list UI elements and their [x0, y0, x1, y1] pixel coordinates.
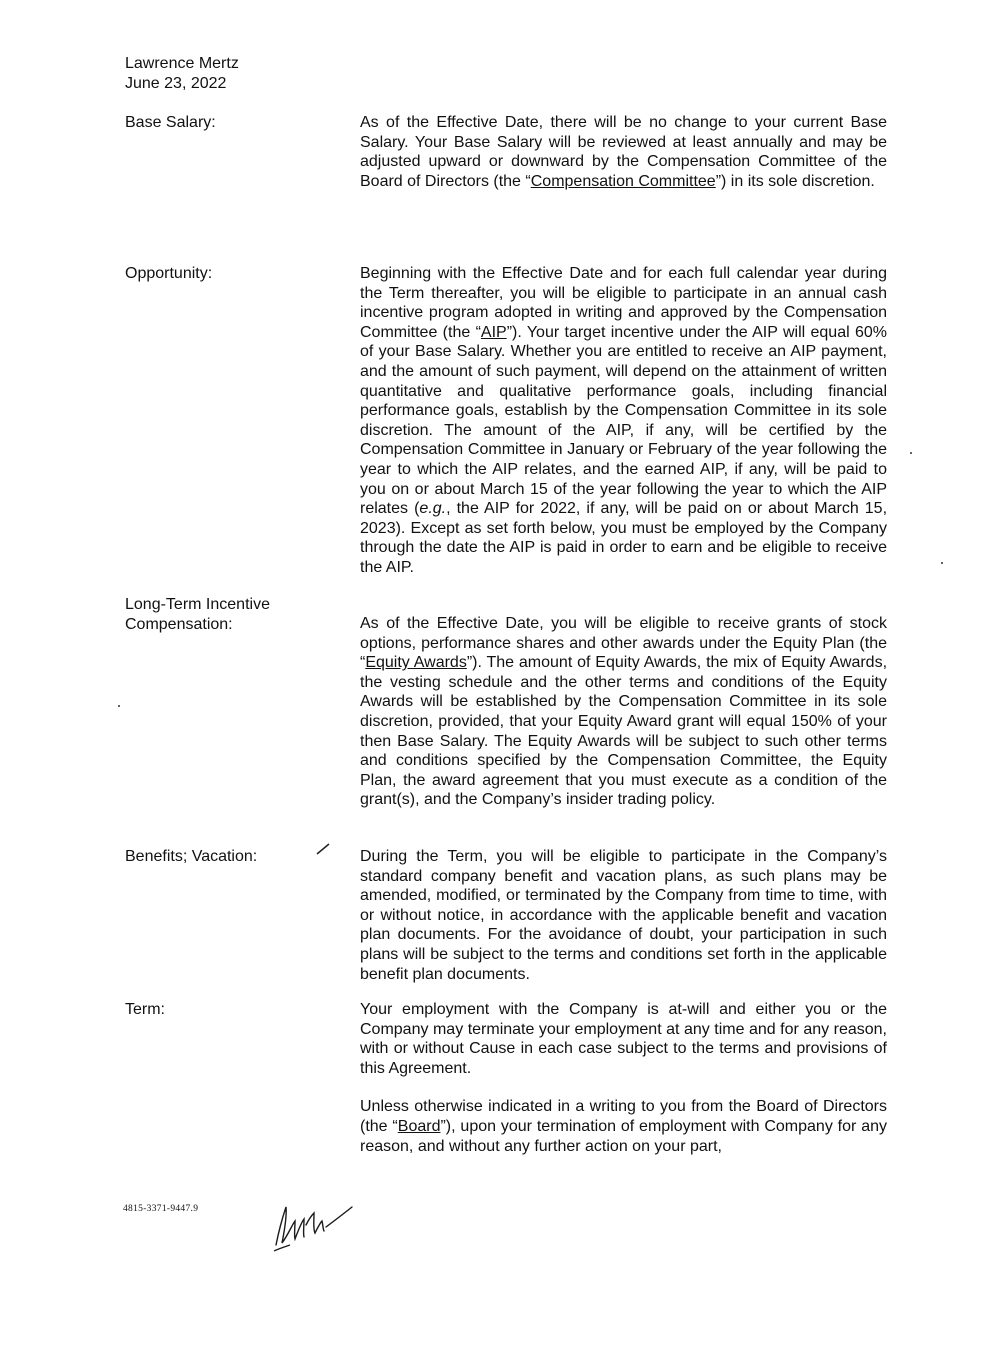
text-run: ”). Your target incentive under the AIP will equal 60% of your Base Salary. Whether you are entitled to receive an AIP payment, and the amount of such payment, will depend on the attainment of written quantitative and qualitative performance goals, including financial performance goals, establish by the Compensation Committee in its sole discretion. The amount of the AIP, if any, will be certified by the Compensation Committee in January or February of the year following the year to which the AIP relates, and the earned AIP, if any, will be paid to you on or about March 15 of the year following the year to which the AIP relates ( [360, 323, 887, 518]
text-run: During the Term, you will be eligible to participate in the Company’s standard company benefit and vacation plans, as such plans may be amended, modified, or terminated by the Company from time to time, with or without notice, in accordance with the applicable benefit and vacation plan documents. For the avoidance of doubt, your participation in such plans will be subject to the terms and conditions set forth in the applicable benefit plan documents. [360, 848, 887, 983]
italic-term: e.g. [419, 500, 447, 518]
text-run: ”) in its sole discretion. [715, 172, 875, 190]
defined-term: Compensation Committee [530, 172, 716, 190]
section-body [360, 614, 887, 810]
initials-signature [268, 1195, 358, 1257]
section-label [125, 595, 350, 634]
scan-speck [941, 562, 943, 564]
section-label-line: Long-Term Incentive [125, 596, 270, 613]
text-run: , the AIP for 2022, if any, will be paid on or about March 15, 2023). Except as set forth below, you must be employed by the Company through the date the AIP is paid in order to earn and be eligible to receive the AIP. [360, 500, 888, 576]
text-run: Unless otherwise indicated in a writing to you from the Board of Directors (the “ [360, 1098, 887, 1135]
letter-date: June 23, 2022 [125, 75, 227, 92]
section-body [360, 847, 887, 984]
section-body [360, 264, 887, 578]
text-run: ”). The amount of Equity Awards, the mix of Equity Awards, the vesting schedule and the other terms and conditions of the Equity Awards will be established by the Compensation Committee in its sole discretion, provided, that your Equity Award grant will equal 150% of your then Base Salary. The Equity Awards will be subject to such other terms and conditions specified by the Compensation Committee, the Equity Plan, the award agreement that you must execute as a condition of the grant(s), and the Company’s insider trading policy. [360, 654, 888, 809]
section-label: Opportunity: [125, 265, 213, 282]
scan-speck [910, 452, 912, 454]
defined-term: AIP [480, 323, 507, 341]
defined-term: Board [397, 1117, 441, 1135]
document-id: 4815-3371-9447.9 [123, 1204, 199, 1214]
section-label: Base Salary: [125, 114, 216, 131]
text-run: Beginning with the Effective Date and for each full calendar year during the Term thereafter, you will be eligible to participate in an annual cash incentive program adopted in writing and approved by the Compensation Committee (the “ [360, 265, 887, 341]
section-label: Term: [125, 1001, 165, 1018]
letter-header [125, 54, 239, 94]
recipient-name: Lawrence Mertz [125, 55, 239, 72]
section-label: Benefits; Vacation: [125, 848, 258, 865]
text-run: As of the Effective Date, there will be no change to your current Base Salary. Your Base Salary will be reviewed at least annually and may be adjusted upward or downward by the Compensation Committee of the Board of Directors (the “ [360, 114, 887, 190]
defined-term: Equity Awards [365, 654, 467, 672]
text-run: As of the Effective Date, you will be eligible to receive grants of stock options, performance shares and other awards under the Equity Plan (the “ [360, 615, 887, 672]
pen-tick-mark [316, 843, 330, 855]
scan-speck [118, 705, 120, 707]
section-body [360, 1000, 887, 1156]
section-body [360, 113, 887, 191]
section-label-line: Compensation: [125, 615, 233, 633]
text-run: ”), upon your termination of employment with Company for any reason, and without any further action on your part, [360, 1117, 888, 1155]
text-run: Your employment with the Company is at-will and either you or the Company may terminate your employment at any time and for any reason, with or without Cause in each case subject to the terms and provisions of this Agreement. [360, 1001, 887, 1077]
